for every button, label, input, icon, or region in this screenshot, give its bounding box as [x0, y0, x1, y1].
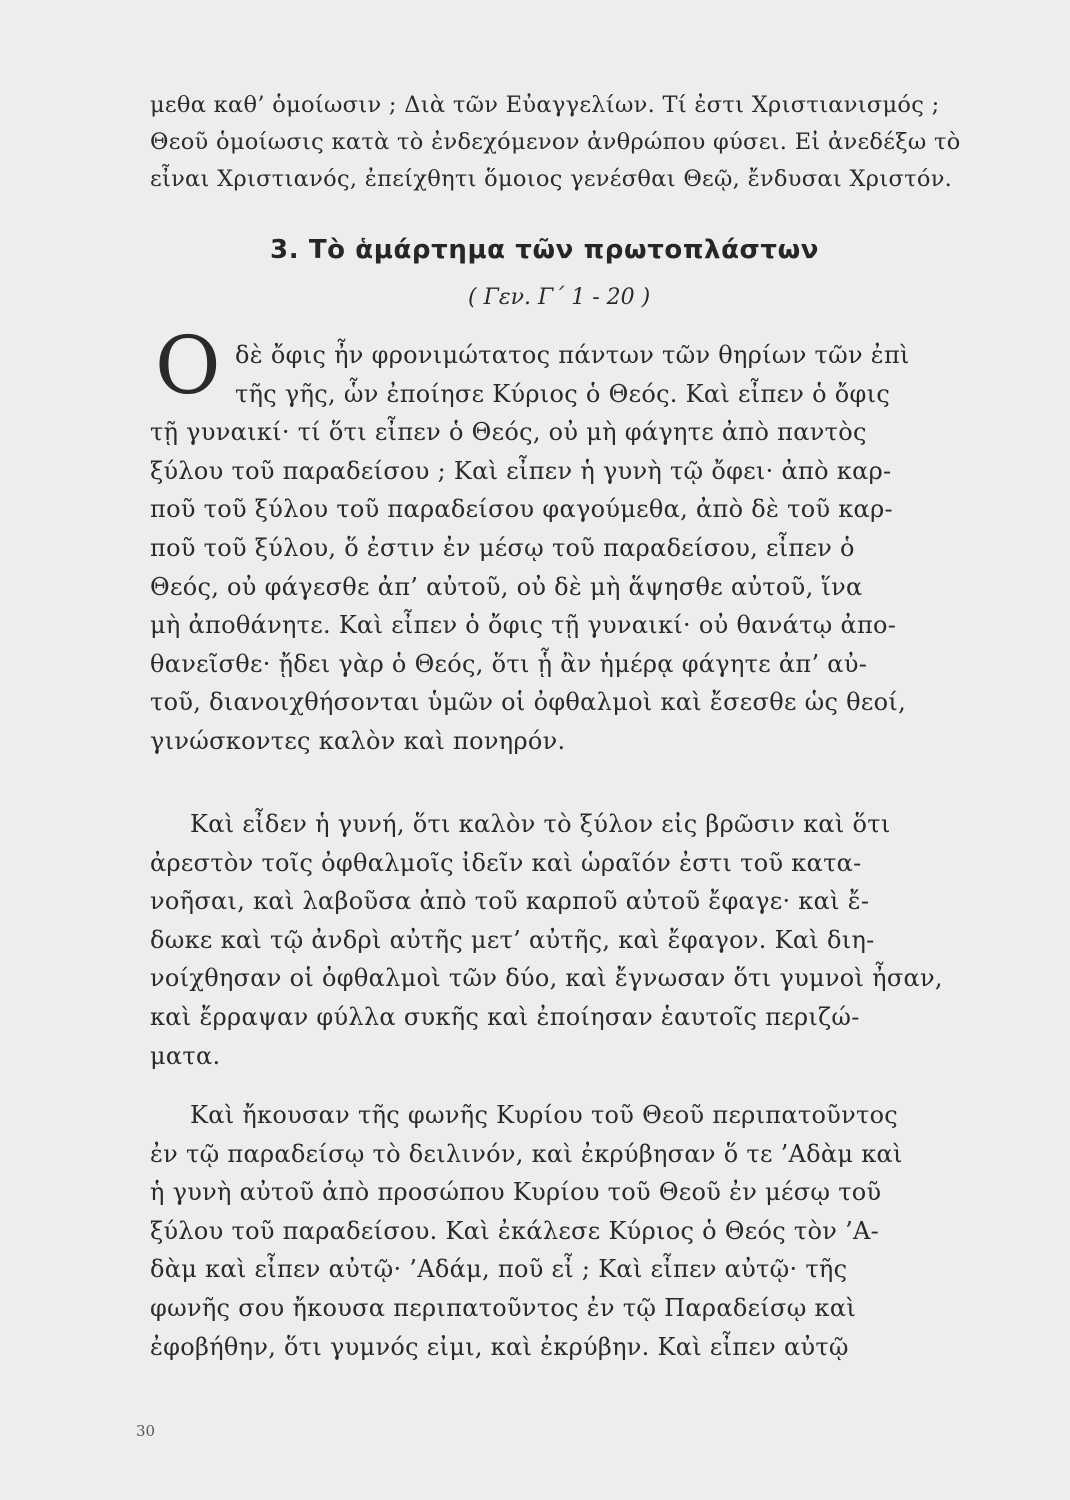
- text-line: δὲ ὄφις ἦν φρονιμώτατος πάντων τῶν θηρίων τῶν ἐπὶ: [235, 341, 910, 369]
- text-line: ποῦ τοῦ ξύλου, ὅ ἐστιν ἐν μέσῳ τοῦ παραδείσου, εἶπεν ὁ: [150, 533, 855, 562]
- text-line: εἶναι Χριστιανός, ἐπείχθητι ὅμοιος γενέσθαι Θεῷ, ἔνδυσαι Χριστόν.: [150, 166, 953, 192]
- text-line: τῇ γυναικί· τί ὅτι εἶπεν ὁ Θεός, οὐ μὴ φάγητε ἀπὸ παντὸς: [150, 418, 867, 447]
- text-line: ποῦ τοῦ ξύλου τοῦ παραδείσου φαγούμεθα, ἀπὸ δὲ τοῦ καρ-: [150, 495, 893, 524]
- text-line: ξύλου τοῦ παραδείσου. Καὶ ἐκάλεσε Κύριος ὁ Θεός τὸν ’Α-: [150, 1216, 880, 1245]
- text-line: δωκε καὶ τῷ ἀνδρὶ αὐτῆς μετ’ αὐτῆς, καὶ ἔφαγον. Καὶ διη-: [150, 925, 875, 954]
- paragraph-1: [150, 343, 1018, 768]
- text-line: Θεός, οὐ φάγεσθε ἀπ’ αὐτοῦ, οὐ δὲ μὴ ἅψησθε αὐτοῦ, ἵνα: [150, 572, 863, 601]
- text-line: καὶ ἔρραψαν φύλλα συκῆς καὶ ἐποίησαν ἑαυτοῖς περιζώ-: [150, 1002, 860, 1031]
- text-line: ἐν τῷ παραδείσῳ τὸ δειλινόν, καὶ ἐκρύβησαν ὅ τε ’Αδὰμ καὶ: [150, 1139, 903, 1168]
- text-line: δὰμ καὶ εἶπεν αὐτῷ· ’Αδάμ, ποῦ εἶ ; Καὶ εἶπεν αὐτῷ· τῆς: [150, 1255, 848, 1284]
- text-line: νοίχθησαν οἱ ὀφθαλμοὶ τῶν δύο, καὶ ἔγνωσαν ὅτι γυμνοὶ ἦσαν,: [150, 964, 943, 993]
- text-line: ἡ γυνὴ αὐτοῦ ἀπὸ προσώπου Κυρίου τοῦ Θεοῦ ἐν μέσῳ τοῦ: [150, 1178, 882, 1207]
- paragraph-2: [150, 812, 1018, 1082]
- text-line: φωνῆς σου ἤκουσα περιπατοῦντος ἐν τῷ Παραδείσῳ καὶ: [150, 1293, 857, 1322]
- text-line: νοῆσαι, καὶ λαβοῦσα ἀπὸ τοῦ καρποῦ αὐτοῦ ἔφαγε· καὶ ἔ-: [150, 887, 870, 916]
- scripture-reference: ( Γεν. Γ΄ 1 - 20 ): [468, 285, 651, 310]
- text-line: τοῦ, διανοιχθήσονται ὑμῶν οἱ ὀφθαλμοὶ καὶ ἔσεσθε ὡς θεοί,: [150, 688, 907, 717]
- text-line: ματα.: [150, 1041, 221, 1070]
- intro-paragraph: [150, 94, 1018, 205]
- text-line: μὴ ἀποθάνητε. Καὶ εἶπεν ὁ ὄφις τῇ γυναικί· οὐ θανάτῳ ἀπο-: [150, 611, 897, 640]
- text-line: Καὶ εἶδεν ἡ γυνή, ὅτι καλὸν τὸ ξύλον εἰς βρῶσιν καὶ ὅτι: [190, 810, 891, 838]
- text-line: γινώσκοντες καλὸν καὶ πονηρόν.: [150, 726, 566, 755]
- text-line: ἐφοβήθην, ὅτι γυμνός εἰμι, καὶ ἐκρύβην. Καὶ εἶπεν αὐτῷ: [150, 1332, 849, 1361]
- section-heading: 3. Τὸ ἁμάρτημα τῶν πρωτοπλάστων: [270, 235, 820, 265]
- text-line: ξύλου τοῦ παραδείσου ; Καὶ εἶπεν ἡ γυνὴ τῷ ὄφει· ἀπὸ καρ-: [150, 456, 892, 485]
- drop-cap: Ο: [155, 319, 221, 412]
- text-line: Καὶ ἤκουσαν τῆς φωνῆς Κυρίου τοῦ Θεοῦ περιπατοῦντος: [190, 1101, 899, 1129]
- paragraph-3: [150, 1103, 1018, 1373]
- text-line: θανεῖσθε· ᾔδει γὰρ ὁ Θεός, ὅτι ᾗ ἂν ἡμέρᾳ φάγητε ἀπ’ αὐ-: [150, 649, 868, 678]
- text-line: ἀρεστὸν τοῖς ὀφθαλμοῖς ἰδεῖν καὶ ὡραῖόν ἐστι τοῦ κατα-: [150, 848, 862, 877]
- text-line: τῆς γῆς, ὧν ἐποίησε Κύριος ὁ Θεός. Καὶ εἶπεν ὁ ὄφις: [235, 379, 891, 408]
- text-line: μεθα καθ’ ὁμοίωσιν ; Διὰ τῶν Εὐαγγελίων. Τί ἐστι Χριστιανισμός ;: [150, 92, 940, 118]
- text-line: Θεοῦ ὁμοίωσις κατὰ τὸ ἐνδεχόμενον ἀνθρώπου φύσει. Εἰ ἀνεδέξω τὸ: [150, 129, 961, 155]
- page-number: 30: [136, 1422, 156, 1440]
